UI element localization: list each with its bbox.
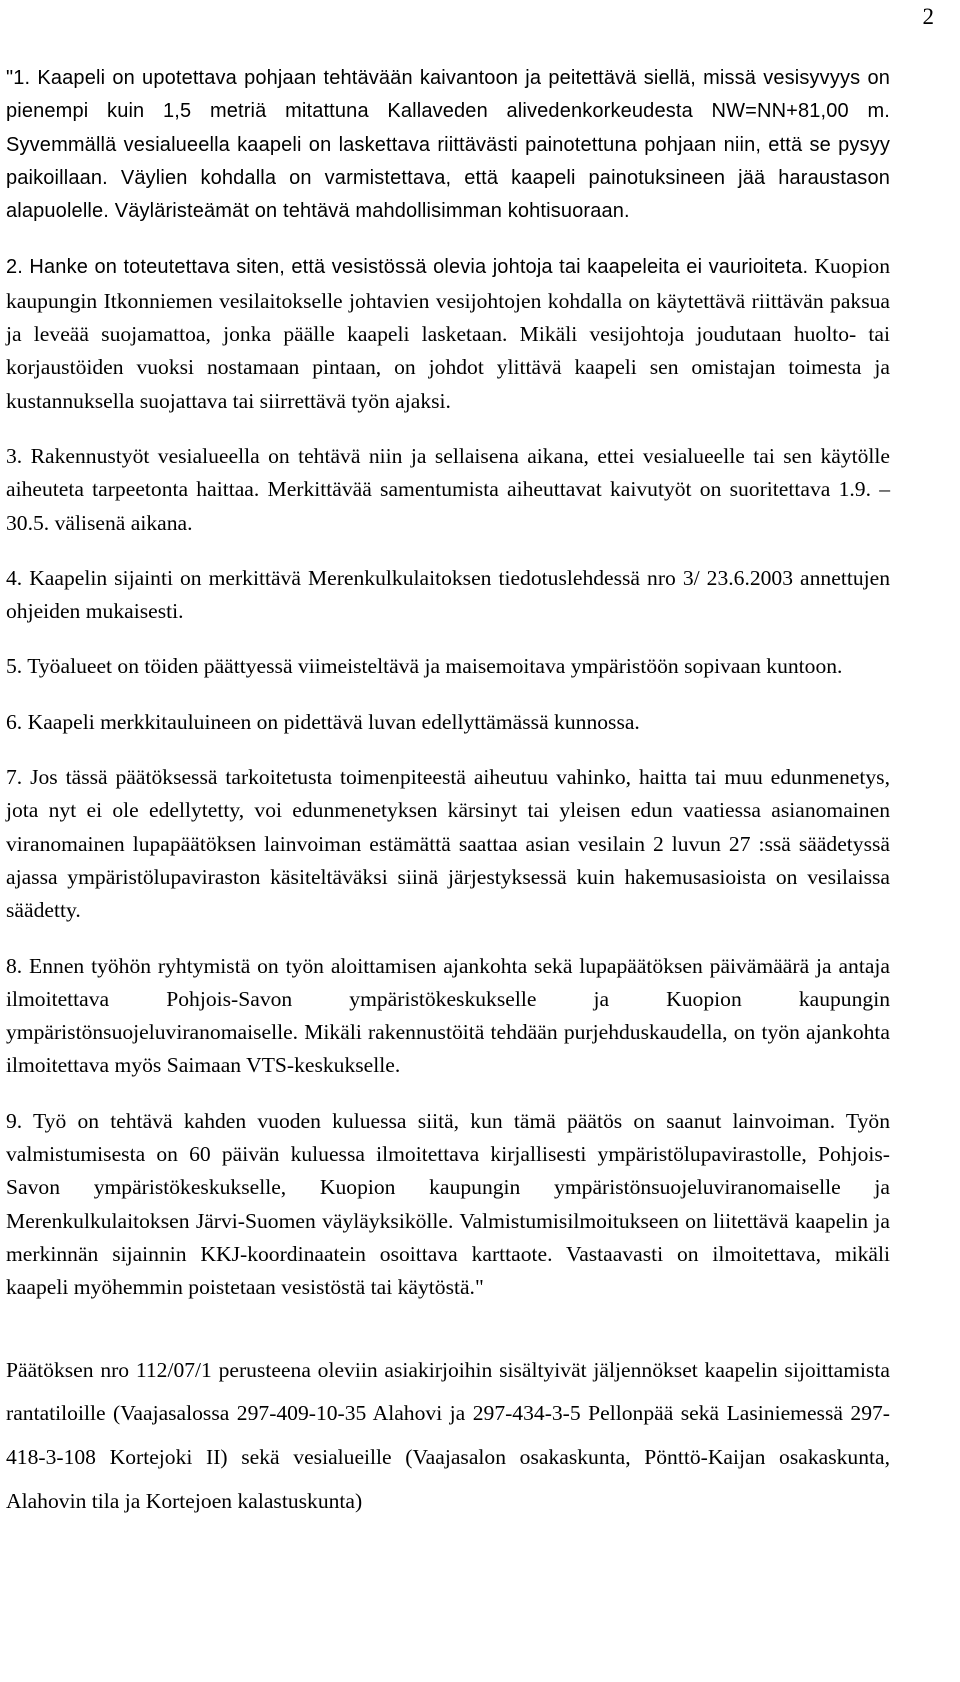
paragraph-4: 4. Kaapelin sijainti on merkittävä Merenkulkulaitoksen tiedotuslehdessä nro 3/ 23.6.2003 annettujen ohjeiden mukaisesti. [6,565,890,624]
paragraph-2 [6,250,890,417]
paragraph-2-body: Kuopion kaupungin Itkonniemen vesilaitokselle johtavien vesijohtojen kohdalla on käytettävä riittävän paksua ja leveää suojamattoa, jonka päälle kaapeli lasketaan. Mikäli vesijohtoja joudutaan huolto- tai korjaustöiden vuoksi nostamaan pintaan, on johdot ylittävä kaapeli sen omistajan toimesta ja kustannuksella suojattava tai siirrettävä työn ajaksi. [6,254,890,413]
paragraph-3: 3. Rakennustyöt vesialueella on tehtävä niin ja sellaisena aikana, ettei vesialueelle tai sen käytölle aiheuteta tarpeetonta haittaa. Merkittävää samentumista aiheuttavat kaivutyöt on suoritettava 1.9. – 30.5. välisenä aikana. [6,443,890,535]
paragraph-9: 9. Työ on tehtävä kahden vuoden kuluessa siitä, kun tämä päätös on saanut lainvoiman. Työn valmistumisesta on 60 päivän kuluessa ilmoitettava kirjallisesti ympäristölupavirastolle, Pohjois-Savon ympäristökeskukselle, Kuopion kaupungin ympäristönsuojeluviranomaiselle ja Merenkulkulaitoksen Järvi-Suomen väyläyksikölle. Valmistumisilmoitukseen on liitettävä kaapelin ja merkinnän sijainnin KKJ-koordinaatein osoittava karttaote. Vastaavasti on ilmoitettava, mikäli kaapeli myöhemmin poistetaan vesistöstä tai käytöstä." [6,1108,890,1300]
paragraph-2-lead: 2. Hanke on toteutettava siten, että vesistössä olevia johtoja tai kaapeleita ei vaurioiteta. [6,256,809,279]
page-number: 2 [922,4,934,29]
paragraph-8: 8. Ennen työhön ryhtymistä on työn aloittamisen ajankohta sekä lupapäätöksen päivämäärä ja antaja ilmoitettava Pohjois-Savon ympäristökeskukselle ja Kuopion kaupungin ympäristönsuojeluviranomaiselle. Mikäli rakennustöitä tehdään purjehduskaudella, on työn ajankohta ilmoitettava myös Saimaan VTS-keskukselle. [6,953,890,1078]
closing-paragraph: Päätöksen nro 112/07/1 perusteena oleviin asiakirjoihin sisältyivät jäljennökset kaapelin sijoittamista rantatiloille (Vaajasalossa 297-409-10-35 Alahovi ja 297-434-3-5 Pellonpää sekä Lasiniemessä 297-418-3-108 Kortejoki II) sekä vesialueille (Vaajasalon osakaskunta, Pönttö-Kaijan osakaskunta, Alahovin tila ja Kortejoen kalastuskunta) [6,1357,890,1513]
document-body [6,62,890,1523]
paragraph-5: 5. Työalueet on töiden päättyessä viimeisteltävä ja maisemoitava ympäristöön sopivaan kuntoon. [6,654,843,679]
paragraph-7: 7. Jos tässä päätöksessä tarkoitetusta toimenpiteestä aiheutuu vahinko, haitta tai muu edunmenetys, jota nyt ei ole edellytetty, voi edunmenetyksen kärsinyt tai yleisen edun vaatiessa asianomainen viranomainen lupapäätöksen lainvoiman estämättä saattaa asian vesilain 2 luvun 27 :ssä säädetyssä ajassa ympäristölupaviraston käsiteltäväksi siinä järjestyksessä kuin hakemusasioista on vesilaissa säädetty. [6,765,890,923]
paragraph-1: "1. Kaapeli on upotettava pohjaan tehtävään kaivantoon ja peitettävä siellä, missä vesisyvyys on pienempi kuin 1,5 metriä mitattuna Kallaveden alivedenkorkeudesta NW=NN+81,00 m. Syvemmällä vesialueella kaapeli on laskettava riittävästi painotettuna pohjaan niin, että se pysyy paikoillaan. Väylien kohdalla on varmistettava, että kaapeli painotuksineen jää haraustason alapuolelle. Väyläristeämät on tehtävä mahdollisimman kohtisuoraan. [6,67,890,223]
paragraph-6: 6. Kaapeli merkkitauluineen on pidettävä luvan edellyttämässä kunnossa. [6,709,640,734]
